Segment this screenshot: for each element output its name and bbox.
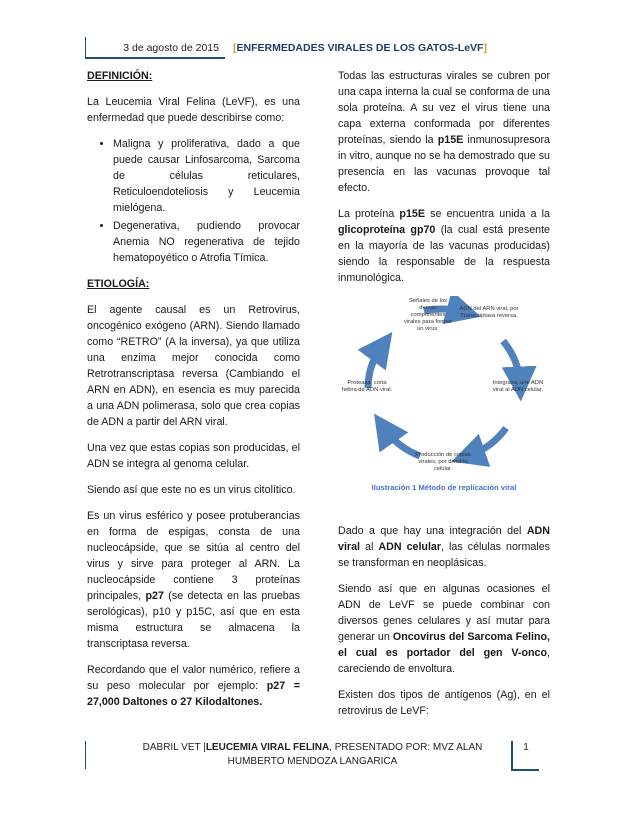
left-column xyxy=(87,68,300,720)
bold-run: ADN celular xyxy=(378,541,442,553)
page-footer xyxy=(85,741,555,781)
right-column xyxy=(338,68,550,729)
text-run: , las células normales se transforman en neoplásicas. xyxy=(338,541,550,569)
text-run: (se detecta en las pruebas serológicas), p10 y p15C, así que en esta misma estructura se almacena la transcriptasa reversa. xyxy=(87,590,300,650)
text-run: , careciendo de envoltura. xyxy=(338,647,550,675)
text-run: Es un virus esférico y posee protuberancias en forma de espigas, consta de una nucleocápside, que se sitúa al centro del virus y sirve para proteger al ARN. La nucleocápside contiene 3 proteínas principales, xyxy=(87,510,300,602)
etiologia-heading: ETIOLOGÍA: xyxy=(87,278,150,290)
page-header xyxy=(85,37,555,59)
header-date: 3 de agosto de 2015 xyxy=(85,37,225,59)
footer-prefix: DABRIL VET | xyxy=(142,742,206,753)
footer-bold: LEUCEMIA VIRAL FELINA xyxy=(205,742,330,753)
bold-run: ADN viral xyxy=(338,525,550,553)
text-run: al xyxy=(360,541,379,553)
text-run: La proteína xyxy=(338,208,400,220)
etiologia-paragraph: Siendo así que este no es un virus citolítico. xyxy=(87,484,296,496)
node-protease: Proteasa, corta hebra de ADN viral. xyxy=(341,380,393,393)
text-run: (la cual está presente en la mayoría de las vacunas producidas) siendo la responsable de la respuesta inmunológica. xyxy=(338,224,551,284)
header-title xyxy=(233,37,487,59)
footer-suffix: , PRESENTADO POR: MVZ ALAN HUMBERTO MENDOZA LANGARICA xyxy=(227,742,483,767)
capas-paragraph xyxy=(338,68,550,196)
text-run: se encuentra unida a la xyxy=(424,208,550,220)
text-run: inmunosupresora in vitro, aunque no se ha demostrado que su presencia en las vacunas provoque tal efecto. xyxy=(338,134,550,194)
oncovirus-paragraph xyxy=(338,581,550,677)
nucleocapside-paragraph xyxy=(87,508,300,652)
definicion-intro: La Leucemia Viral Felina (LeVF), es una enfermedad que puede describirse como: xyxy=(87,96,300,124)
text-run: Todas las estructuras virales se cubren por una capa interna la cual se conforma de una sola proteína. A su vez el virus tiene una capa externa conformada por diferentes proteínas, siendo la xyxy=(338,70,550,146)
definicion-heading: DEFINICIÓN: xyxy=(87,70,153,82)
node-signals: Señales de los demás componentes virales para formar un virus. xyxy=(403,298,453,332)
list-item: • Degenerativa, pudiendo provocar Anemia NO regenerativa de tejido hematopoyético o Atrofia Tímica. xyxy=(113,218,300,266)
antigenos-paragraph: Existen dos tipos de antígenos (Ag), en el retrovirus de LeVF: xyxy=(338,689,550,717)
title-bracket-open: [ xyxy=(233,42,237,54)
diagram-caption: Ilustración 1 Método de replicación viral xyxy=(371,483,517,492)
etiologia-paragraph: El agente causal es un Retrovirus, oncogénico exógeno (ARN). Siendo llamado como “RETRO” (A la inversa), ya que utiliza una enzima mejor conocida como Retrotranscriptasa reversa (Cambiando el ARN en ADN), en esencia es muy parecida a una ADN polimerasa, solo que crea copias de ADN a partir del ARN viral. xyxy=(87,304,300,428)
integracion-paragraph xyxy=(338,523,550,571)
text-run: Dado a que hay una integración del xyxy=(338,525,527,537)
text-run: Recordando que el valor numérico, refiere a su peso molecular por ejemplo: xyxy=(87,664,300,692)
bold-run: p15E xyxy=(399,208,425,220)
node-reverse-transcriptase: ADN del ARN viral, por Transcriptasa reversa. xyxy=(459,306,519,319)
header-title-text: ENFERMEDADES VIRALES DE LOS GATOS-LeVF xyxy=(236,42,484,54)
definicion-list xyxy=(87,136,300,266)
list-item: • Maligna y proliferativa, dado a que puede causar Linfosarcoma, Sarcoma de células reticulares, Reticuloendoteliosis y Leucemia mielógena. xyxy=(113,136,300,216)
node-production: Producción de copias virales, por división celular. xyxy=(415,452,471,472)
bold-run: Oncovirus del Sarcoma Felino, el cual es portador del gen V-onco xyxy=(338,631,551,659)
title-bracket-close: ] xyxy=(483,42,487,54)
footer-text xyxy=(85,741,503,769)
bold-run: p27 xyxy=(145,590,164,602)
bold-run: p15E xyxy=(437,134,464,146)
replication-cycle-diagram xyxy=(338,296,550,511)
peso-molecular-paragraph xyxy=(87,662,300,710)
page-number: 1 xyxy=(511,741,539,771)
etiologia-paragraph: Una vez que estas copias son producidas, el ADN se integra al genoma celular. xyxy=(87,442,300,470)
node-integrase: Integrasa, une ADN viral al ADN celular. xyxy=(492,380,544,393)
bold-run: p27 = 27,000 Daltones o 27 Kilodaltones. xyxy=(87,680,300,708)
cycle-arrow xyxy=(503,341,520,384)
p15e-paragraph xyxy=(338,206,550,286)
text-run: Siendo así que en algunas ocasiones el ADN de LeVF se puede combinar con diversos genes celulares y así mutar para generar un xyxy=(338,583,550,643)
bold-run: glicoproteína gp70 xyxy=(338,224,436,236)
